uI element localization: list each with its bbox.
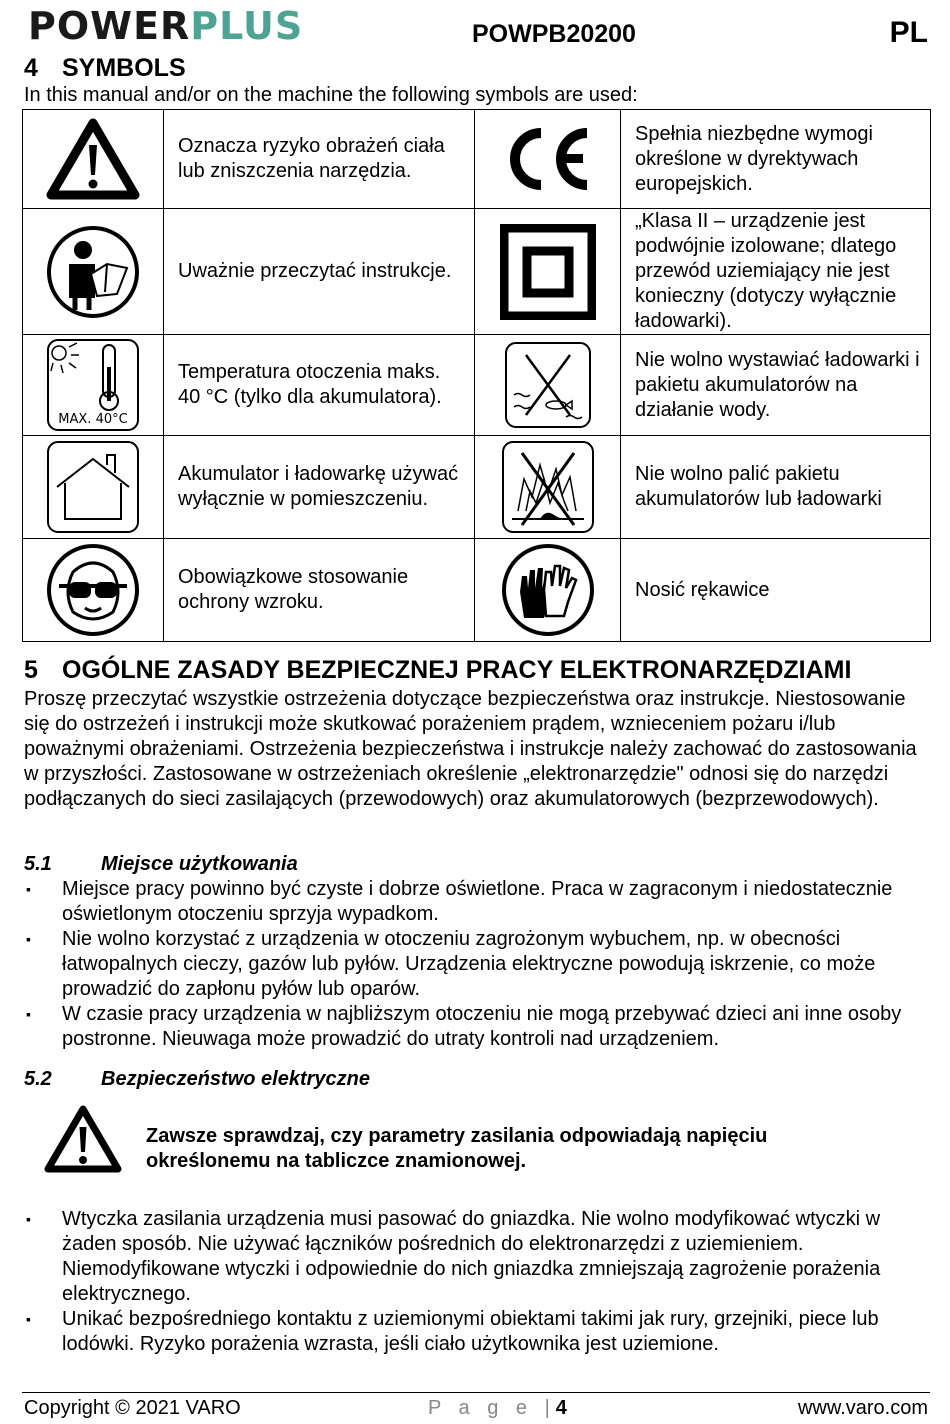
work-area-list bbox=[24, 877, 929, 1052]
footer-website: www.varo.com bbox=[797, 1397, 928, 1419]
section-4-number: 4 bbox=[24, 54, 38, 82]
section-4-heading bbox=[24, 54, 186, 83]
warning-triangle-icon bbox=[45, 117, 141, 201]
subsection-5-1-number: 5.1 bbox=[24, 853, 52, 875]
list-item bbox=[24, 877, 929, 927]
symbols-table bbox=[22, 109, 931, 642]
page-header bbox=[0, 0, 950, 56]
symbol-cell bbox=[475, 335, 621, 436]
symbol-cell bbox=[475, 539, 621, 642]
eye-protection-icon bbox=[45, 542, 141, 638]
footer-page bbox=[428, 1397, 567, 1420]
symbol-description: Temperatura otoczenia maks. 40 °C (tylko dla akumulatora). bbox=[164, 335, 475, 436]
electrical-safety-list bbox=[24, 1207, 929, 1357]
section-5-heading bbox=[24, 656, 851, 685]
section-5-intro: Proszę przeczytać wszystkie ostrzeżenia dotyczące bezpieczeństwa oraz instrukcje. Niestosowanie się do ostrzeżeń i instrukcji może skutkować porażeniem prądem, wznieceniem pożaru i/lub poważnymi obrażeniami. Ostrzeżenia bezpieczeństwa i instrukcje należy zachować do zastosowania w przyszłości. Zastosowane w ostrzeżeniach określenie „elektronarzędzie" odnosi się do narzędzi podłączanych do sieci zasilających (przewodowych) oraz akumulatorowych (bezprzewodowych). bbox=[24, 688, 917, 810]
list-item bbox=[24, 927, 929, 1002]
footer-divider bbox=[22, 1392, 930, 1393]
section-5-number: 5 bbox=[24, 656, 38, 684]
symbol-description: Obowiązkowe stosowanie ochrony wzroku. bbox=[164, 539, 475, 642]
logo-part-power: POWER bbox=[28, 4, 191, 48]
bullet-icon: ▪ bbox=[26, 1211, 31, 1227]
bullet-icon: ▪ bbox=[26, 1311, 31, 1327]
symbols-intro: In this manual and/or on the machine the following symbols are used: bbox=[24, 84, 638, 106]
list-item-text: Miejsce pracy powinno być czyste i dobrze oświetlone. Praca w zagraconym i niedostatecznie oświetlonym otoczeniu sprzyja wypadkom. bbox=[62, 878, 893, 925]
symbol-cell bbox=[23, 335, 164, 436]
page-label: P a g e bbox=[428, 1397, 534, 1419]
wear-gloves-icon bbox=[500, 542, 596, 638]
symbol-cell bbox=[23, 110, 164, 209]
page-number: 4 bbox=[555, 1397, 567, 1419]
warning-triangle-icon bbox=[44, 1104, 122, 1174]
no-water-icon bbox=[504, 341, 592, 429]
symbol-description: Nie wolno palić pakietu akumulatorów lub ładowarki bbox=[621, 436, 931, 539]
symbols-row bbox=[23, 436, 931, 539]
subsection-5-1-title: Miejsce użytkowania bbox=[101, 853, 298, 875]
section-4-title: SYMBOLS bbox=[62, 54, 186, 82]
max-temperature-icon bbox=[45, 337, 141, 433]
language-code: PL bbox=[889, 16, 928, 49]
list-item-text: Wtyczka zasilania urządzenia musi pasować do gniazdka. Nie wolno modyfikować wtyczki w żaden sposób. Nie używać łączników pośrednich do elektronarzędzi z uziemieniem. Niemodyfikowane wtyczki i odpowiednie do nich gniazdka zmniejszają zagrożenie porażenia elektrycznego. bbox=[62, 1208, 881, 1305]
symbol-description: Akumulator i ładowarkę używać wyłącznie w pomieszczeniu. bbox=[164, 436, 475, 539]
list-item-text: W czasie pracy urządzenia w najbliższym otoczeniu nie mogą przebywać dzieci ani inne osoby postronne. Nieuwaga może prowadzić do utraty kontroli nad urządzeniem. bbox=[62, 1003, 902, 1050]
subsection-5-1-heading bbox=[24, 853, 298, 876]
symbols-row bbox=[23, 335, 931, 436]
symbol-cell bbox=[475, 110, 621, 209]
bullet-icon: ▪ bbox=[26, 931, 31, 947]
symbol-description: Nosić rękawice bbox=[621, 539, 931, 642]
symbol-description: „Klasa II – urządzenie jest podwójnie izolowane; dlatego przewód uziemiający nie jest konieczny (dotyczy wyłącznie ładowarki). bbox=[621, 209, 931, 335]
indoor-use-icon bbox=[45, 439, 141, 535]
list-item-text: Unikać bezpośredniego kontaktu z uziemionymi obiektami takimi jak rury, grzejniki, piece lub lodówki. Ryzyko porażenia wzrasta, jeśli ciało użytkownika jest uziemione. bbox=[62, 1308, 879, 1355]
symbol-cell bbox=[23, 209, 164, 335]
list-item bbox=[24, 1207, 929, 1307]
subsection-5-2-heading bbox=[24, 1068, 370, 1091]
symbols-row bbox=[23, 110, 931, 209]
symbols-row bbox=[23, 209, 931, 335]
list-item bbox=[24, 1002, 929, 1052]
bullet-icon: ▪ bbox=[26, 881, 31, 897]
symbol-description: Spełnia niezbędne wymogi określone w dyrektywach europejskich. bbox=[621, 110, 931, 209]
symbol-cell bbox=[475, 436, 621, 539]
subsection-5-2-title: Bezpieczeństwo elektryczne bbox=[101, 1068, 370, 1090]
read-manual-icon bbox=[45, 224, 141, 320]
symbols-row bbox=[23, 539, 931, 642]
symbol-description: Nie wolno wystawiać ładowarki i pakietu akumulatorów na działanie wody. bbox=[621, 335, 931, 436]
section-5-title: OGÓLNE ZASADY BEZPIECZNEJ PRACY ELEKTRONARZĘDZIAMI bbox=[62, 656, 852, 684]
symbol-description: Oznacza ryzyko obrażeń ciała lub zniszczenia narzędzia. bbox=[164, 110, 475, 209]
class-ii-icon bbox=[500, 224, 596, 320]
logo-part-plus: PLUS bbox=[190, 4, 304, 48]
list-item-text: Nie wolno korzystać z urządzenia w otoczeniu zagrożonym wybuchem, np. w obecności łatwopalnych cieczy, gazów lub pyłów. Urządzenia elektryczne powodują iskrzenie, co może prowadzić do zapłonu pyłów lub oparów. bbox=[62, 928, 876, 1000]
symbol-cell bbox=[475, 209, 621, 335]
bullet-icon: ▪ bbox=[26, 1006, 31, 1022]
model-number: POWPB20200 bbox=[472, 20, 636, 48]
symbol-cell bbox=[23, 539, 164, 642]
max-temperature-label: MAX. 40°C bbox=[58, 412, 128, 427]
ce-mark-icon bbox=[503, 123, 593, 195]
brand-logo bbox=[28, 4, 303, 48]
symbol-cell bbox=[23, 436, 164, 539]
symbol-description: Uważnie przeczytać instrukcje. bbox=[164, 209, 475, 335]
page-separator: | bbox=[544, 1397, 556, 1419]
voltage-warning: Zawsze sprawdzaj, czy parametry zasilania odpowiadają napięciu określonemu na tabliczce znamionowej. bbox=[146, 1125, 768, 1172]
subsection-5-2-number: 5.2 bbox=[24, 1068, 52, 1090]
list-item bbox=[24, 1307, 929, 1357]
no-fire-icon bbox=[500, 439, 596, 535]
footer-copyright: Copyright © 2021 VARO bbox=[24, 1397, 241, 1419]
